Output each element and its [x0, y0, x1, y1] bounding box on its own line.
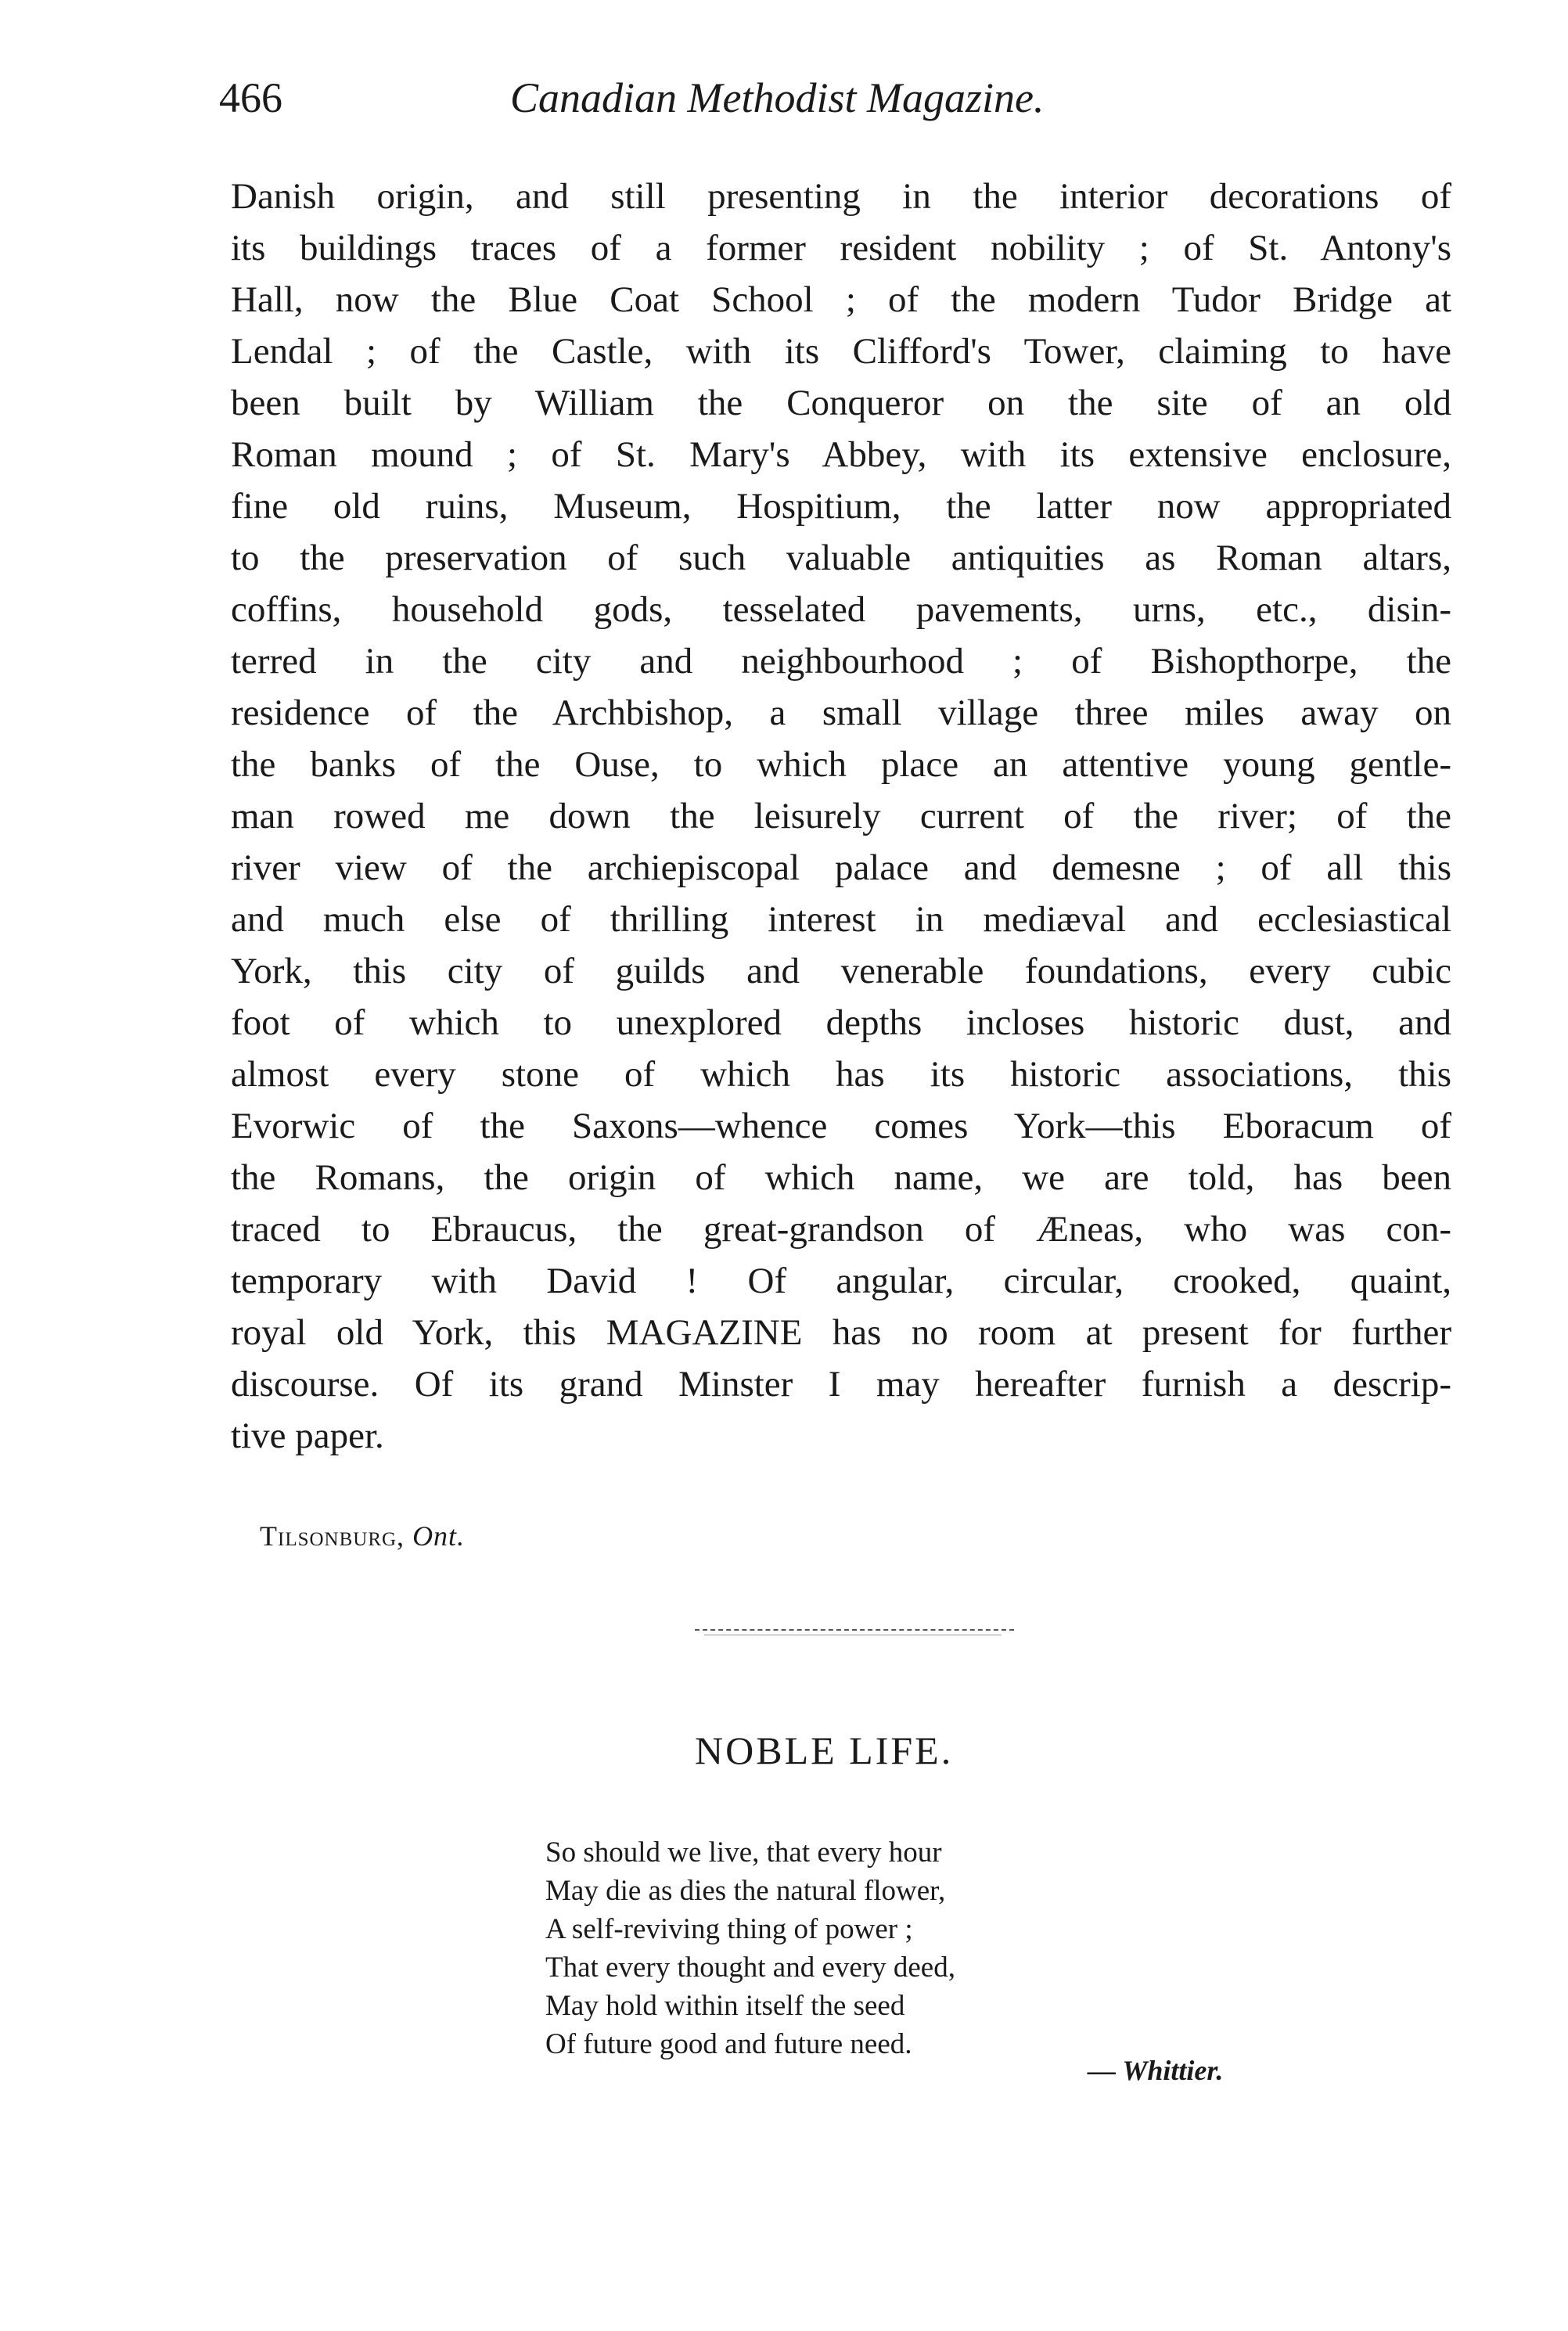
article-line: its buildings traces of a former resident nobility ; of St. Antony's: [231, 228, 1451, 268]
article-line: Evorwic of the Saxons—whence comes York—this Eboracum of: [231, 1106, 1451, 1146]
article-line: residence of the Archbishop, a small village three miles away on: [231, 692, 1451, 733]
signature-province: Ont.: [412, 1520, 466, 1552]
article-line: river view of the archiepiscopal palace and demesne ; of all this: [231, 847, 1451, 888]
section-divider: [695, 1629, 1014, 1631]
article-line: traced to Ebraucus, the great-grandson of Æneas, who was con-: [231, 1209, 1451, 1250]
poem-title: NOBLE LIFE.: [695, 1728, 954, 1772]
running-title: Canadian Methodist Magazine.: [510, 74, 1045, 121]
poem-line: Of future good and future need.: [545, 2028, 912, 2060]
article-line: York, this city of guilds and venerable foundations, every cubic: [231, 951, 1451, 991]
poem-line: A self-reviving thing of power ;: [545, 1913, 913, 1945]
article-line: Hall, now the Blue Coat School ; of the modern Tudor Bridge at: [231, 279, 1451, 320]
article-line: royal old York, this MAGAZINE has no room at present for further: [231, 1312, 1451, 1353]
poem-attribution: — Whittier.: [1088, 2055, 1224, 2086]
article-line: Lendal ; of the Castle, with its Clifford's Tower, claiming to have: [231, 331, 1451, 372]
article-line: the Romans, the origin of which name, we are told, has been: [231, 1157, 1451, 1198]
poem-line: May die as dies the natural flower,: [545, 1875, 946, 1907]
article-line: Danish origin, and still presenting in the interior decorations of: [231, 176, 1451, 217]
article-line: discourse. Of its grand Minster I may hereafter furnish a descrip-: [231, 1364, 1451, 1405]
article-line: fine old ruins, Museum, Hospitium, the latter now appropriated: [231, 486, 1451, 527]
page-number: 466: [219, 74, 282, 121]
article-line: to the preservation of such valuable antiquities as Roman altars,: [231, 538, 1451, 578]
article-line-last: tive paper.: [231, 1416, 384, 1456]
article-line: man rowed me down the leisurely current of the river; of the: [231, 796, 1451, 836]
article-line: the banks of the Ouse, to which place an attentive young gentle-: [231, 744, 1451, 785]
poem-stanza: [545, 1833, 955, 2063]
poem-line: So should we live, that every hour: [545, 1836, 942, 1869]
signature-place: Tilsonburg,: [260, 1520, 405, 1552]
poem-line: That every thought and every deed,: [545, 1951, 955, 1984]
article-line: temporary with David ! Of angular, circular, crooked, quaint,: [231, 1261, 1451, 1301]
article-line: coffins, household gods, tesselated pavements, urns, etc., disin-: [231, 589, 1451, 630]
article-line: almost every stone of which has its historic associations, this: [231, 1054, 1451, 1095]
article-line: and much else of thrilling interest in mediæval and ecclesiastical: [231, 899, 1451, 940]
poem-line: May hold within itself the seed: [545, 1990, 905, 2022]
article-line: terred in the city and neighbourhood ; of Bishopthorpe, the: [231, 641, 1451, 682]
article-body: [231, 171, 1451, 1462]
article-line: foot of which to unexplored depths incloses historic dust, and: [231, 1002, 1451, 1043]
article-line: been built by William the Conqueror on the site of an old: [231, 383, 1451, 423]
article-line: Roman mound ; of St. Mary's Abbey, with its extensive enclosure,: [231, 434, 1451, 475]
article-signature: [260, 1522, 465, 1550]
